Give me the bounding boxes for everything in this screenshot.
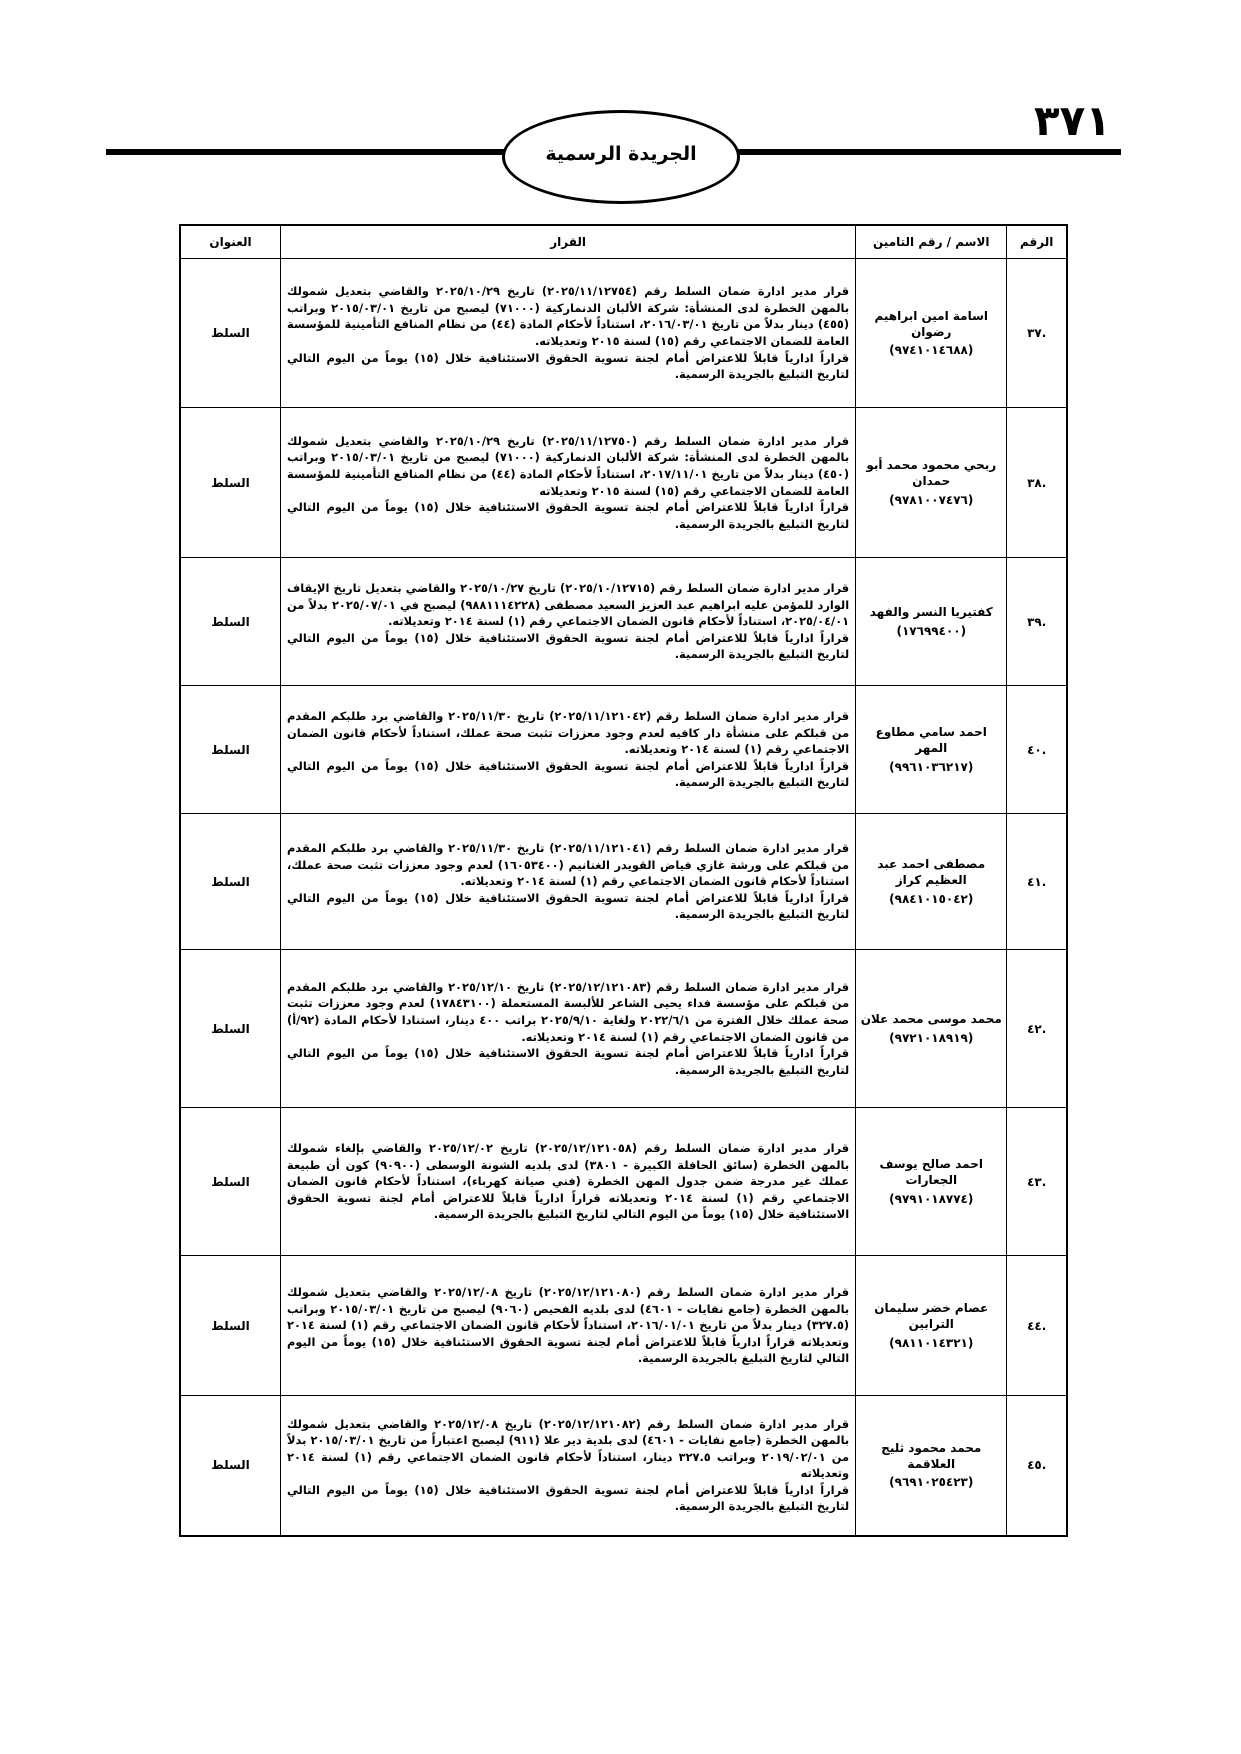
row-number: .٤٢ [1007, 950, 1067, 1108]
row-name: عصام خضر سليمان الترابين [874, 1301, 989, 1332]
row-address: السلط [180, 686, 281, 814]
row-insurance-number: (٩٧٨١٠٠٧٤٧٦) [889, 492, 974, 507]
row-appeal: قراراً ادارياً قابلاً للاعتراض أمام لجنة تسوية الحقوق الاستئنافية خلال (١٥) يوماً من اليوم التالي لتاريخ التبليغ بالجريدة الرسمية. [287, 630, 850, 662]
row-name: احمد سامي مطاوع المهر [875, 725, 987, 756]
row-decision: قرار مدير ادارة ضمان السلط رقم (٢٠٢٥/١١/١٢١٠٤٢) تاريخ ٢٠٢٥/١١/٣٠ والقاضي برد طلبكم المقدم من قبلكم على منشأة دار كافيه لعدم وجود معززات تثبت صحة عملك، استناداً لأحكام قانون الضمان الاجتماعي رقم (١) لسنة ٢٠١٤ وتعديلاته. [287, 709, 850, 757]
row-name-cell [856, 1108, 1007, 1256]
row-decision-cell [281, 1108, 856, 1256]
row-insurance-number: (٩٦٩١٠٢٥٤٢٣) [889, 1475, 974, 1490]
row-appeal: قراراً ادارياً قابلاً للاعتراض أمام لجنة تسوية الحقوق الاستئنافية خلال (١٥) يوماً من اليوم التالي لتاريخ التبليغ بالجريدة الرسمية. [287, 1482, 850, 1514]
row-appeal: قراراً ادارياً قابلاً للاعتراض أمام لجنة تسوية الحقوق الاستئنافية خلال (١٥) يوماً من اليوم التالي لتاريخ التبليغ بالجريدة الرسمية. [287, 1046, 850, 1077]
header-address: العنوان [180, 225, 281, 259]
row-insurance-number: (١٧٦٩٩٤٠٠) [896, 623, 967, 638]
row-insurance-number: (٩٩٦١٠٣٦٢١٧) [889, 759, 974, 774]
row-name: ربحي محمود محمد أبو حمدان [866, 458, 997, 489]
row-name-cell [856, 1396, 1007, 1536]
table-row [180, 408, 1067, 558]
row-address: السلط [180, 259, 281, 408]
row-number: .٣٧ [1007, 259, 1067, 408]
row-number: .٤٣ [1007, 1108, 1067, 1256]
row-address: السلط [180, 950, 281, 1108]
row-name: مصطفى احمد عبد العظيم كراز [877, 857, 986, 888]
row-decision-cell [281, 1256, 856, 1396]
header-num: الرقم [1007, 225, 1067, 259]
row-number: .٣٩ [1007, 558, 1067, 686]
row-address: السلط [180, 814, 281, 950]
row-decision-cell [281, 259, 856, 408]
header-title: الجريدة الرسمية [545, 143, 697, 165]
row-decision: قرار مدير ادارة ضمان السلط رقم (٢٠٢٥/١٢/١٢١٠٨٢) تاريخ ٢٠٢٥/١٢/٠٨ والقاضي بتعديل شمولك بالمهن الخطرة (جامع نفايات - ٤٦٠١) لدى بلدية دير علا (٩١١) ليصبح اعتباراً من تاريخ ٢٠١٥/٠٣/٠١ بدلاً من ٢٠١٩/٠٢/٠١ وبراتب ٣٢٧.٥ دينار، استناداً لأحكام قانون الضمان الاجتماعي رقم (١) لسنة ٢٠١٤ وتعديلاته [287, 1416, 850, 1481]
row-decision: قرار مدير ادارة ضمان السلط رقم (٢٠٢٥/١١/١٢٧٥٠) تاريخ ٢٠٢٥/١٠/٢٩ والقاضي بتعديل شمولك بالمهن الخطرة لدى المنشأة: شركة الألبان الدنماركية (٧١٠٠٠) ليصبح من تاريخ ٢٠١٥/٠٣/٠١ وبراتب (٤٥٠) دينار بدلاً من تاريخ ٢٠١٧/١١/٠١، استناداً لأحكام المادة (٤٤) من نظام المنافع التأمينية للمؤسسة العامة للضمان الاجتماعي رقم (١٥) لسنة ٢٠١٥ وتعديلاته [287, 433, 850, 498]
row-decision-cell [281, 408, 856, 558]
row-name: محمد موسى محمد علان [860, 1012, 1002, 1027]
row-decision: قرار مدير ادارة ضمان السلط رقم (٢٠٢٥/١٠/١٢٧١٥) تاريخ ٢٠٢٥/١٠/٢٧ والقاضي بتعديل تاريخ الإيقاف الوارد للمؤمن عليه ابراهيم عبد العزيز السعيد مصطفى (٩٨٨١١١٤٢٢٨) ليصبح في ٢٠٢٥/٠٧/٠١ بدلاً من ٢٠٢٥/٠٤/٠١، استناداً لأحكام قانون الضمان الاجتماعي رقم (١) لسنة ٢٠١٤ وتعديلاته. [287, 581, 850, 629]
row-name: محمد محمود ثليج العلاقمة [881, 1440, 982, 1472]
row-insurance-number: (٩٨٤١٠١٥٠٤٢) [889, 891, 974, 906]
row-number: .٤٥ [1007, 1396, 1067, 1536]
row-number: .٤١ [1007, 814, 1067, 950]
row-decision: قرار مدير ادارة ضمان السلط رقم (٢٠٢٥/١٢/١٢١٠٥٨) تاريخ ٢٠٢٥/١٢/٠٢ والقاضي بإلغاء شمولك بالمهن الخطرة (سائق الحافلة الكبيرة - ٣٨٠١) لدى بلديه الشونة الوسطى (٩٠٩٠٠) كون أن طبيعة عملك غير مدرجة ضمن جدول المهن الخطرة (فني صيانة كهرباء)، استناداً لأحكام قانون الضمان الاجتماعي رقم (١) لسنة ٢٠١٤ وتعديلاته قراراً ادارياً قابلاً للاعتراض أمام لجنة تسوية الحقوق الاستئنافية خلال (١٥) يوماً من اليوم التالي لتاريخ التبليغ بالجريدة الرسمية. [287, 1141, 850, 1222]
row-appeal: قراراً ادارياً قابلاً للاعتراض أمام لجنة تسوية الحقوق الاستئنافية خلال (١٥) يوماً من اليوم التالي لتاريخ التبليغ بالجريدة الرسمية. [287, 890, 850, 922]
row-number: .٤٤ [1007, 1256, 1067, 1396]
table-header-row [180, 225, 1067, 259]
row-decision-cell [281, 950, 856, 1108]
row-number: .٣٨ [1007, 408, 1067, 558]
row-insurance-number: (٩٧٢١٠١٨٩١٩) [889, 1030, 974, 1045]
table-row [180, 259, 1067, 408]
table-row [180, 1256, 1067, 1396]
row-appeal: قراراً ادارياً قابلاً للاعتراض أمام لجنة تسوية الحقوق الاستئنافية خلال (١٥) يوماً من اليوم التالي لتاريخ التبليغ بالجريدة الرسمية. [287, 500, 850, 531]
row-name-cell [856, 259, 1007, 408]
row-decision-cell [281, 686, 856, 814]
row-name-cell [856, 1256, 1007, 1396]
row-decision: قرار مدير ادارة ضمان السلط رقم (٢٠٢٥/١٢/١٢١٠٨٠) تاريخ ٢٠٢٥/١٢/٠٨ والقاضي بتعديل شمولك بالمهن الخطرة (جامع نفايات - ٤٦٠١) لدى بلديه الفحيص (٩٠٦٠) ليصبح من تاريخ ٢٠١٥/٠٣/٠١ وبراتب (٣٢٧.٥) دينار بدلاً من تاريخ ٢٠١٦/٠١/٠١، استناداً لأحكام قانون الضمان الاجتماعي رقم (١) لسنة ٢٠١٤ وتعديلاته قراراً ادارياً قابلاً للاعتراض أمام لجنة تسوية الحقوق الاستئنافية خلال (١٥) يوماً من اليوم التالي لتاريخ التبليغ بالجريدة الرسمية. [287, 1285, 850, 1366]
row-name-cell [856, 558, 1007, 686]
table-row [180, 814, 1067, 950]
header-oval [502, 110, 740, 204]
row-name: كفتيريا النسر والفهد [869, 605, 993, 620]
table-row [180, 686, 1067, 814]
row-name-cell [856, 814, 1007, 950]
row-number: .٤٠ [1007, 686, 1067, 814]
table-row [180, 558, 1067, 686]
page-number: ٣٧١ [1034, 96, 1111, 145]
row-address: السلط [180, 1256, 281, 1396]
row-insurance-number: (٩٧٤١٠١٤٦٨٨) [889, 343, 974, 358]
row-name-cell [856, 686, 1007, 814]
row-address: السلط [180, 1108, 281, 1256]
row-address: السلط [180, 1396, 281, 1536]
row-name-cell [856, 950, 1007, 1108]
row-insurance-number: (٩٨١١٠١٤٣٢١) [889, 1335, 974, 1350]
row-name: اسامة امين ابراهيم رضوان [874, 308, 989, 339]
row-name: احمد صالح يوسف الجعارات [879, 1157, 983, 1188]
row-decision: قرار مدير ادارة ضمان السلط رقم (٢٠٢٥/١١/١٢٧٥٤) تاريخ ٢٠٢٥/١٠/٢٩ والقاضي بتعديل شمولك بالمهن الخطرة لدى المنشأة: شركة الألبان الدنماركية (٧١٠٠٠) ليصبح من تاريخ ٢٠١٥/٠٣/٠١ وبراتب (٤٥٥) دينار بدلاً من تاريخ ٢٠١٦/٠٣/٠١، استناداً لأحكام المادة (٤٤) من نظام المنافع التأمينية للمؤسسة العامة للضمان الاجتماعي رقم (١٥) لسنة ٢٠١٥ وتعديلاته. [287, 284, 850, 348]
row-address: السلط [180, 408, 281, 558]
table-row [180, 1396, 1067, 1536]
row-decision: قرار مدير ادارة ضمان السلط رقم (٢٠٢٥/١٢/١٢١٠٨٣) تاريخ ٢٠٢٥/١٢/١٠ والقاضي برد طلبكم المقدم من قبلكم على مؤسسة فداء يحيى الشاعر للألبسة المستعملة (١٧٨٤٣١٠٠) لعدم وجود معززات تثبت صحة عملك خلال الفترة من ٢٠٢٢/٦/١ ولغاية ٢٠٢٥/٩/١٠ براتب ٤٠٠ دينار، استنادا لأحكام المادة (٩٢/أ) من قانون الضمان الاجتماعي رقم (١) لسنة ٢٠١٤ وتعديلاته. [287, 979, 850, 1044]
row-address: السلط [180, 558, 281, 686]
decisions-table [179, 224, 1068, 1537]
row-appeal: قراراً ادارياً قابلاً للاعتراض أمام لجنة تسوية الحقوق الاستئنافية خلال (١٥) يوماً من اليوم التالي لتاريخ التبليغ بالجريدة الرسمية. [287, 350, 850, 382]
header-decision: القرار [281, 225, 856, 259]
table-row [180, 950, 1067, 1108]
row-decision-cell [281, 1396, 856, 1536]
row-insurance-number: (٩٧٩١٠١٨٧٧٤) [889, 1191, 974, 1206]
row-appeal: قراراً ادارياً قابلاً للاعتراض أمام لجنة تسوية الحقوق الاستئنافية خلال (١٥) يوماً من اليوم التالي لتاريخ التبليغ بالجريدة الرسمية. [287, 758, 850, 790]
row-decision-cell [281, 814, 856, 950]
row-decision-cell [281, 558, 856, 686]
row-decision: قرار مدير ادارة ضمان السلط رقم (٢٠٢٥/١١/١٢١٠٤١) تاريخ ٢٠٢٥/١١/٣٠ والقاضي برد طلبكم المقدم من قبلكم على ورشة غازي فياض القويدر الغنانيم (١٦٠٥٣٤٠٠) لعدم وجود معززات تثبت صحة عملك، استناداً لأحكام قانون الضمان الاجتماعي رقم (١) لسنة ٢٠١٤ وتعديلاته. [287, 841, 850, 889]
row-name-cell [856, 408, 1007, 558]
header-name: الاسم / رقم التامين [856, 225, 1007, 259]
table-row [180, 1108, 1067, 1256]
